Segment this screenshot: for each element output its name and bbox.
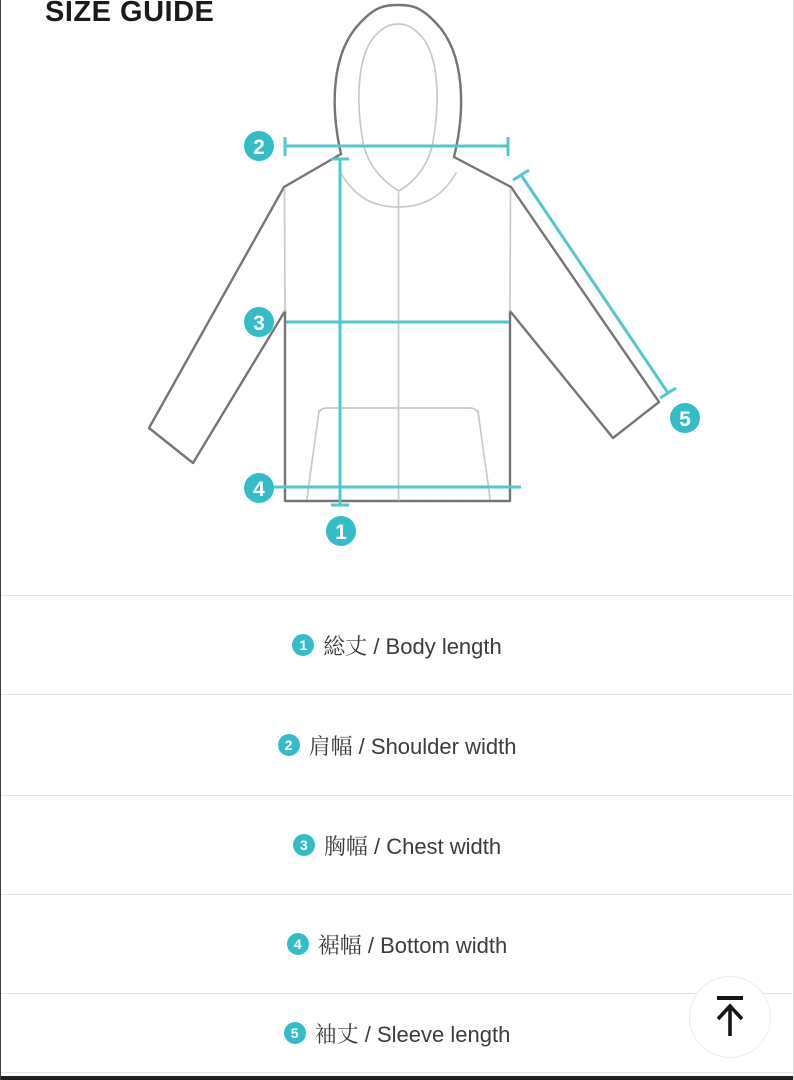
svg-text:5: 5 [679,408,691,431]
legend-label-shoulder-width: 肩幅 / Shoulder width [308,733,517,759]
svg-text:2: 2 [253,136,265,159]
legend-badge-3: 3 [293,834,315,856]
legend-label-body-length: 総丈 / Body length [323,633,502,659]
legend-label-bottom-width: 裾幅 / Bottom width [317,932,508,958]
page-title: SIZE GUIDE [45,0,215,28]
legend-bottom-divider [1,1072,793,1073]
legend-badge-2: 2 [278,734,300,756]
marker-badge-5 [670,403,700,433]
arrow-up-to-line-icon [710,994,750,1040]
marker-badge-2 [244,131,274,161]
legend-item-shoulder-width [1,694,793,795]
marker-badge-4 [244,473,274,503]
legend-item-bottom-width [1,894,793,993]
legend-badge-1: 1 [292,634,314,656]
marker-badge-1 [326,516,356,546]
legend-item-body-length [1,595,793,694]
legend-badge-4: 4 [287,933,309,955]
svg-text:4: 4 [253,478,265,501]
legend-badge-5: 5 [284,1022,306,1044]
measure-line-sleeve-length [513,170,676,398]
page-bottom-edge [1,1076,793,1080]
svg-text:1: 1 [335,521,347,544]
marker-badge-3 [244,307,274,337]
measure-line-body-length [331,159,349,505]
hoodie-measurement-diagram [1,0,794,572]
legend-item-sleeve-length [1,993,793,1072]
back-to-top-button[interactable] [689,976,771,1058]
legend-label-sleeve-length: 袖丈 / Sleeve length [314,1021,511,1047]
legend-label-chest-width: 胸幅 / Chest width [323,833,502,859]
measure-line-shoulder-width [285,137,508,156]
svg-text:3: 3 [253,312,265,335]
measurement-legend [1,595,793,1073]
legend-item-chest-width [1,795,793,894]
hood-outline [335,5,461,207]
